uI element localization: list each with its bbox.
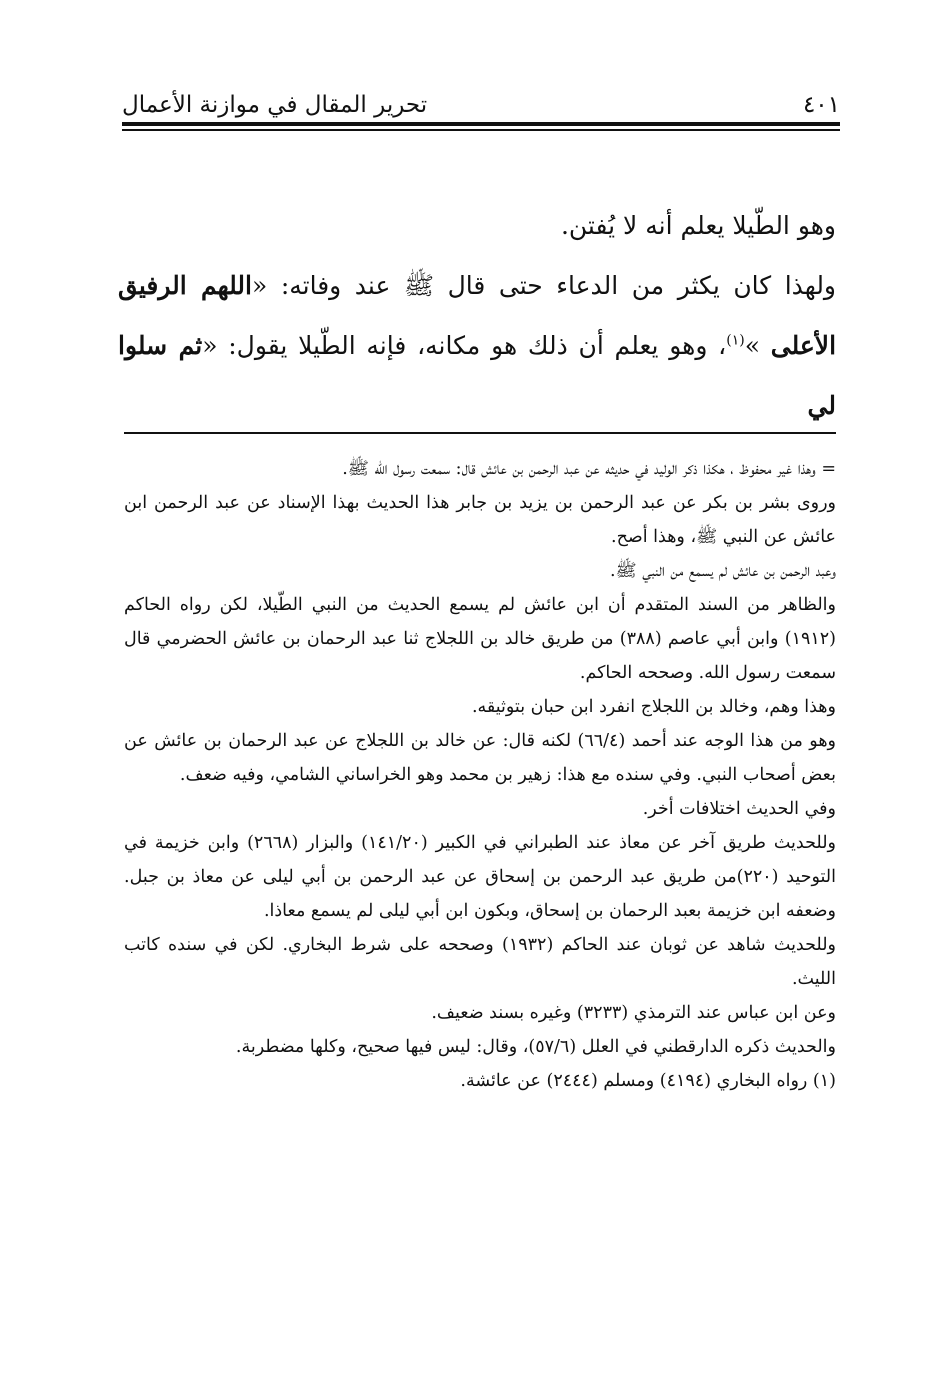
footnote-paragraph: وهذا وهم، وخالد بن اللجلاج انفرد ابن حبان بتوثيقه. [471,697,836,717]
main-text [118,196,836,436]
footnote-paragraph: = وهذا غير محفوظ ، هكذا ذكر الوليد في حديثه عن عبد الرحمن بن عائش قال: سمعت رسول الله ﷺ. [342,459,836,479]
footnote-1: (١) رواه البخاري (٤١٩٤) ومسلم (٢٤٤٤) عن عائشة. [460,1071,836,1091]
main-text-segment: » [744,331,761,360]
footnotes [124,452,836,1098]
hadith-quote-2: ثم سلوا لي [118,331,836,420]
footnote-paragraph: وعبد الرحمن بن عائش لم يسمع من النبي ﷺ. [609,561,836,581]
header-rule-thin [122,129,840,131]
footnote-paragraph: وعن ابن عباس عند الترمذي (٣٢٣٣) وغيره بسند ضعيف. [431,1003,836,1023]
footnote-separator [124,432,836,434]
running-title: تحرير المقال في موازنة الأعمال [122,92,428,118]
main-text-segment: ، وهو يعلم أن ذلك هو مكانه، فإنه الطّيلا يقول: « [202,331,727,360]
footnote-reference[interactable]: (١) [726,332,745,349]
main-text-segment: ولهذا كان يكثر من الدعاء حتى قال ﷺ عند وفاته: « [252,271,837,300]
page-number: ٤٠١ [802,92,840,118]
main-line-1: وهو الطّيلا يعلم أنه لا يُفتن. [560,211,836,240]
footnote-paragraph: وهو من هذا الوجه عند أحمد (٦٦/٤) لكنه قال: عن خالد بن اللجلاج عن عبد الرحمان بن عائش عن بعض أصحاب النبي. وفي سنده مع هذا: زهير بن محمد وهو الخراساني الشامي، وفيه ضعف. [124,731,836,785]
footnote-paragraph: وفي الحديث اختلافات أخر. [642,799,836,819]
footnote-paragraph: وللحديث طريق آخر عن معاذ عند الطبراني في الكبير (١٤١/٢٠) والبزار (٢٦٦٨) وابن خزيمة في التوحيد (٢٢٠)من طريق عبد الرحمن بن إسحاق عن عبد الرحمن بن أبي ليلى عن معاذ بن جبل. وضعفه ابن خزيمة بعبد الرحمان بن إسحاق، وبكون ابن أبي ليلى لم يسمع معاذا. [124,833,836,921]
hadith-quote-1: اللهم الرفيق الأعلى [118,271,837,360]
main-paragraph-2 [118,256,836,436]
footnote-paragraph: وروى بشر بن بكر عن عبد الرحمن بن يزيد بن جابر هذا الحديث بهذا الإسناد عن عبد الرحمن ابن عائش عن النبي ﷺ، وهذا أصح. [124,493,836,547]
header-rule-thick [122,122,840,126]
footnote-paragraph: والحديث ذكره الدارقطني في العلل (٥٧/٦)، وقال: ليس فيها صحيح، وكلها مضطربة. [235,1037,836,1057]
footnote-paragraph: والظاهر من السند المتقدم أن ابن عائش لم يسمع الحديث من النبي الطّيلا، لكن رواه الحاكم (١٩١٢) وابن أبي عاصم (٣٨٨) من طريق خالد بن اللجلاج ثنا عبد الرحمان بن عائش الحضرمي قال سمعت رسول الله. وصححه الحاكم. [124,595,836,683]
page-header [122,78,840,122]
footnote-paragraph: وللحديث شاهد عن ثوبان عند الحاكم (١٩٣٢) وصححه على شرط البخاري. لكن في سنده كاتب الليث. [124,935,836,989]
